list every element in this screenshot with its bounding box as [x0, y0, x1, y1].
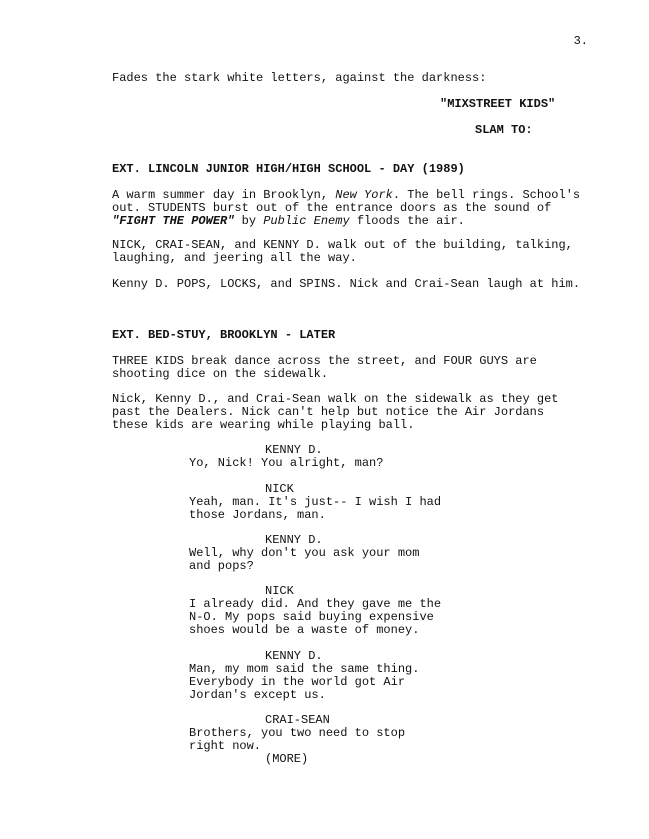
character-name: KENNY D. — [265, 649, 323, 663]
dialogue-line: Brothers, you two need to stop right now. — [189, 726, 406, 753]
song-title: "FIGHT THE POWER" — [112, 214, 235, 228]
dialogue-line: I already did. And they gave me the N-O. My pops said buying expensive shoes would be a waste of money. — [189, 597, 442, 637]
more-continuation: (MORE) — [265, 752, 309, 766]
character-name: KENNY D. — [265, 533, 323, 547]
scene-heading-bed-stuy: EXT. BED-STUY, BROOKLYN - LATER — [112, 328, 336, 342]
character-name: NICK — [265, 482, 294, 496]
action-text: by — [234, 214, 264, 228]
character-name: NICK — [265, 584, 294, 598]
action-paragraph-brooklyn — [112, 188, 588, 228]
character-name: KENNY D. — [265, 443, 323, 457]
action-paragraph-walkout: NICK, CRAI-SEAN, and KENNY D. walk out of the building, talking, laughing, and jeering all the way. — [112, 238, 581, 265]
action-paragraph-street: THREE KIDS break dance across the street, and FOUR GUYS are shooting dice on the sidewalk. — [112, 354, 545, 381]
dialogue-line: Yeah, man. It's just-- I wish I had those Jordans, man. — [189, 495, 442, 522]
italic-new-york: New York — [335, 188, 393, 202]
page-number: 3. — [573, 34, 588, 48]
action-text: A warm summer day in Brooklyn, — [112, 188, 336, 202]
artist-name: Public Enemy — [263, 214, 350, 228]
intro-action-line: Fades the stark white letters, against the darkness: — [112, 71, 487, 85]
dialogue-line: Well, why don't you ask your mom and pops? — [189, 546, 420, 573]
scene-heading-school: EXT. LINCOLN JUNIOR HIGH/HIGH SCHOOL - DAY (1989) — [112, 162, 465, 176]
character-name: CRAI-SEAN — [265, 713, 330, 727]
dialogue-line: Man, my mom said the same thing. Everybody in the world got Air Jordan's except us. — [189, 662, 420, 702]
action-paragraph-dance: Kenny D. POPS, LOCKS, and SPINS. Nick and Crai-Sean laugh at him. — [112, 277, 581, 291]
dialogue-line: Yo, Nick! You alright, man? — [189, 456, 384, 470]
action-paragraph-dealers: Nick, Kenny D., and Crai-Sean walk on the sidewalk as they get past the Dealers. Nick can't help but notice the Air Jordans these kids are wearing while playing ball. — [112, 392, 566, 432]
action-text: . The bell rings. School's out. STUDENTS burst out of the entrance doors as the sound of — [112, 188, 588, 215]
transition-slam-to: SLAM TO: — [475, 123, 533, 137]
action-text: floods the air. — [349, 214, 465, 228]
title-card: "MIXSTREET KIDS" — [440, 97, 556, 111]
